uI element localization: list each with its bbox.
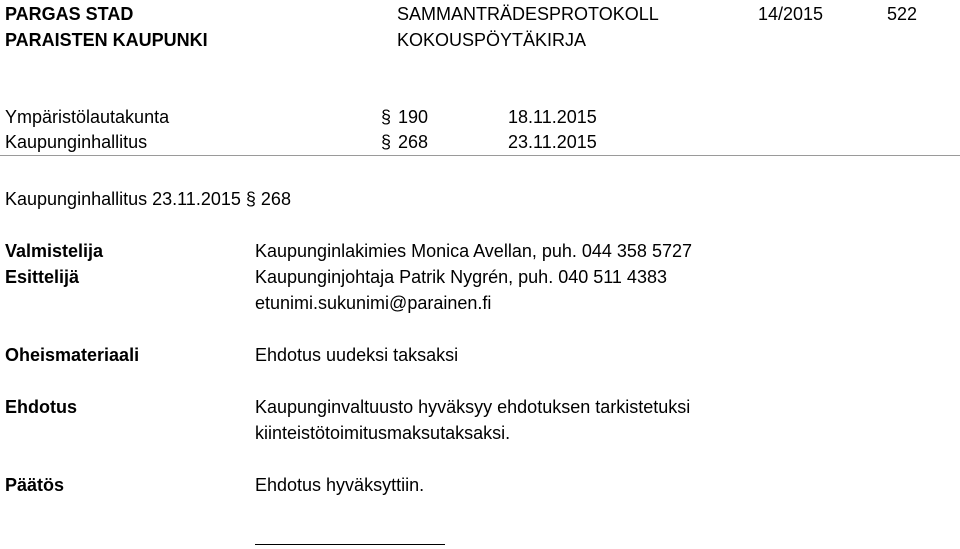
esittelija-label: Esittelijä: [5, 267, 80, 287]
esittelija-email: etunimi.sukunimi@parainen.fi: [255, 293, 492, 313]
section-symbol: §: [381, 107, 392, 127]
history-date-1: 18.11.2015: [508, 107, 597, 127]
history-section-1: 190: [398, 107, 429, 127]
esittelija-value: Kaupunginjohtaja Patrik Nygrén, puh. 040 511 4383: [255, 267, 667, 287]
oheismateriaali-value: Ehdotus uudeksi taksaksi: [255, 345, 459, 365]
separator-rule: [0, 155, 960, 156]
doc-type-finnish: KOKOUSPÖYTÄKIRJA: [397, 30, 587, 50]
page-number: 522: [887, 4, 918, 24]
current-section: 268: [260, 189, 291, 209]
ehdotus-value-line-2: kiinteistötoimitusmaksutaksaksi.: [255, 423, 511, 443]
valmistelija-value: Kaupunginlakimies Monica Avellan, puh. 044 358 5727: [255, 241, 692, 261]
current-item: [5, 188, 291, 210]
org-name-swedish: PARGAS STAD: [5, 4, 134, 24]
section-symbol: §: [381, 132, 392, 152]
paatos-value: Ehdotus hyväksyttiin.: [255, 475, 425, 495]
ehdotus-value-line-1: Kaupunginvaltuusto hyväksyy ehdotuksen tarkistetuksi: [255, 397, 691, 417]
history-body-2: Kaupunginhallitus: [5, 132, 148, 152]
section-symbol: §: [245, 189, 256, 209]
org-name-finnish: PARAISTEN KAUPUNKI: [5, 30, 208, 50]
meeting-number: 14/2015: [758, 4, 824, 24]
history-body-1: Ympäristölautakunta: [5, 107, 170, 127]
history-date-2: 23.11.2015: [508, 132, 597, 152]
signature-line: [255, 544, 445, 545]
ehdotus-label: Ehdotus: [5, 397, 77, 417]
paatos-label: Päätös: [5, 475, 65, 495]
valmistelija-label: Valmistelija: [5, 241, 104, 261]
history-section-2: 268: [398, 132, 429, 152]
oheismateriaali-label: Oheismateriaali: [5, 345, 140, 365]
doc-type-swedish: SAMMANTRÄDESPROTOKOLL: [397, 4, 659, 24]
current-item-text: Kaupunginhallitus 23.11.2015: [5, 189, 241, 209]
